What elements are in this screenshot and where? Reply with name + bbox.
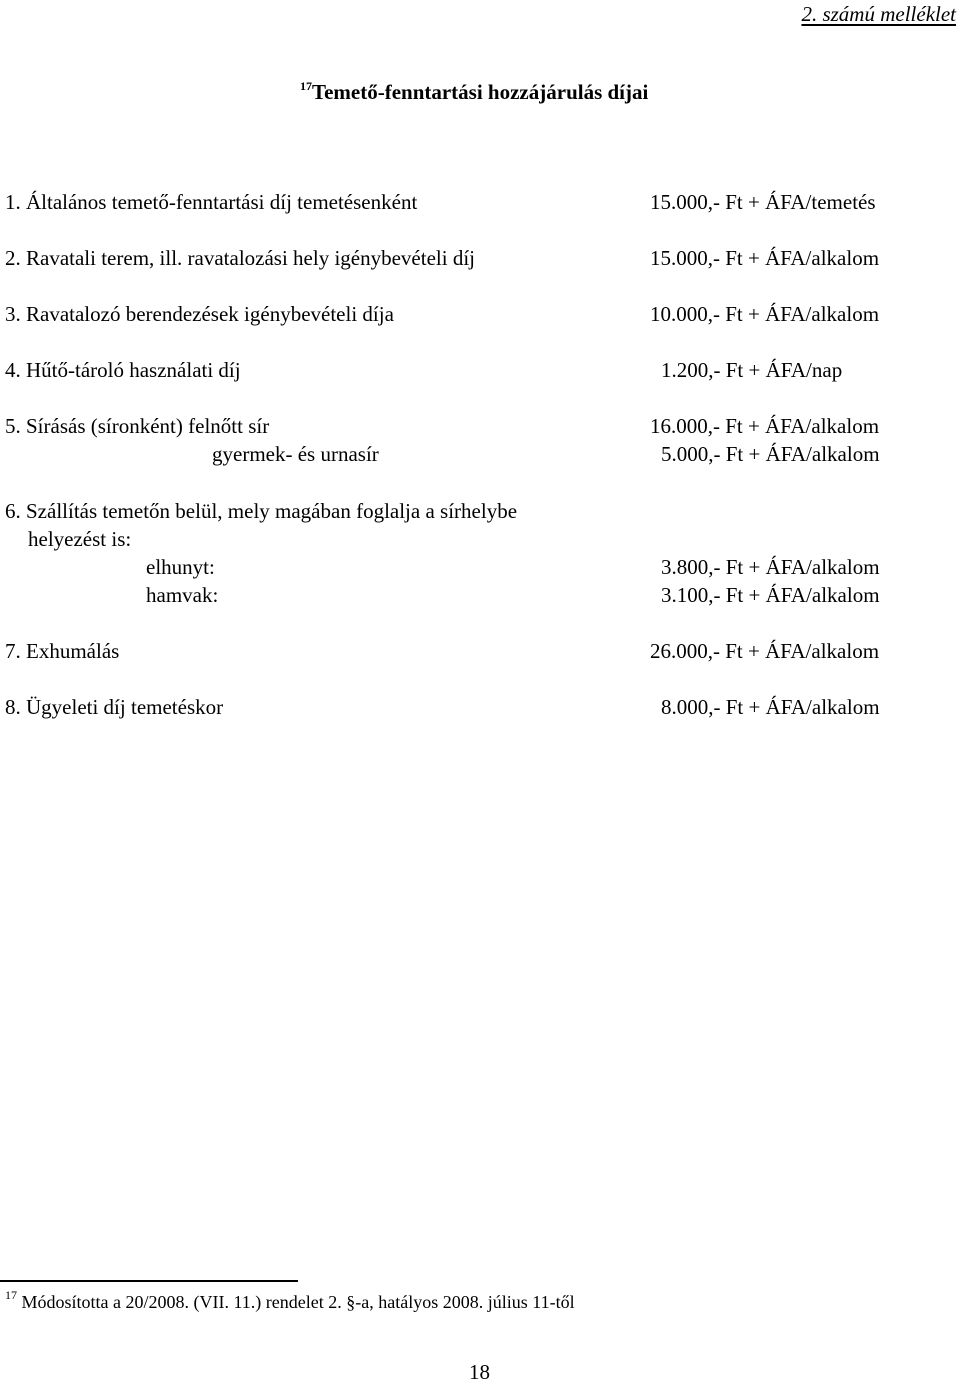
fee-item-7-label: 7. Exhumálás xyxy=(5,639,120,663)
fee-item-6-label-cont: helyezést is: xyxy=(28,527,132,551)
fee-item-3-value: 10.000,- Ft + ÁFA/alkalom xyxy=(650,302,880,326)
fee-item-2-label: 2. Ravatali terem, ill. ravatalozási hely igénybevételi díj xyxy=(5,246,475,270)
fee-item-6a-value: 3.800,- Ft + ÁFA/alkalom xyxy=(661,555,880,579)
fee-item-4-label: 4. Hűtő-tároló használati díj xyxy=(5,358,241,382)
footnote xyxy=(5,1288,575,1313)
title-text: Temető-fenntartási hozzájárulás díjai xyxy=(312,80,649,104)
fee-item-1-label: 1. Általános temető-fenntartási díj temetésenként xyxy=(5,190,418,214)
fee-item-6b-label: hamvak: xyxy=(146,583,219,607)
footnote-number: 17 xyxy=(5,1288,17,1302)
fee-item-6b-value: 3.100,- Ft + ÁFA/alkalom xyxy=(661,583,880,607)
fee-item-2-value: 15.000,- Ft + ÁFA/alkalom xyxy=(650,246,880,270)
page-number: 18 xyxy=(469,1360,490,1384)
annex-label: 2. számú melléklet xyxy=(801,2,956,26)
footnote-text: Módosította a 20/2008. (VII. 11.) rendelet 2. §-a, hatályos 2008. július 11-től xyxy=(17,1292,575,1312)
fee-item-5b-label: gyermek- és urnasír xyxy=(212,442,379,466)
fee-item-5-label: 5. Sírásás (síronként) felnőtt sír xyxy=(5,414,270,438)
fee-item-3-label: 3. Ravatalozó berendezések igénybevételi díja xyxy=(5,302,394,326)
fee-item-5b-value: 5.000,- Ft + ÁFA/alkalom xyxy=(661,442,880,466)
fee-item-4-value: 1.200,- Ft + ÁFA/nap xyxy=(661,358,843,382)
footnote-separator xyxy=(0,1280,298,1282)
fee-item-6a-label: elhunyt: xyxy=(146,555,215,579)
fee-item-8-label: 8. Ügyeleti díj temetéskor xyxy=(5,695,224,719)
fee-item-8-value: 8.000,- Ft + ÁFA/alkalom xyxy=(661,695,880,719)
fee-item-6-label: 6. Szállítás temetőn belül, mely magában foglalja a sírhelybe xyxy=(5,499,518,523)
fee-item-5-value: 16.000,- Ft + ÁFA/alkalom xyxy=(650,414,880,438)
page-title xyxy=(300,80,648,105)
fee-item-7-value: 26.000,- Ft + ÁFA/alkalom xyxy=(650,639,880,663)
title-footnote-ref: 17 xyxy=(300,79,312,93)
fee-item-1-value: 15.000,- Ft + ÁFA/temetés xyxy=(650,190,876,214)
